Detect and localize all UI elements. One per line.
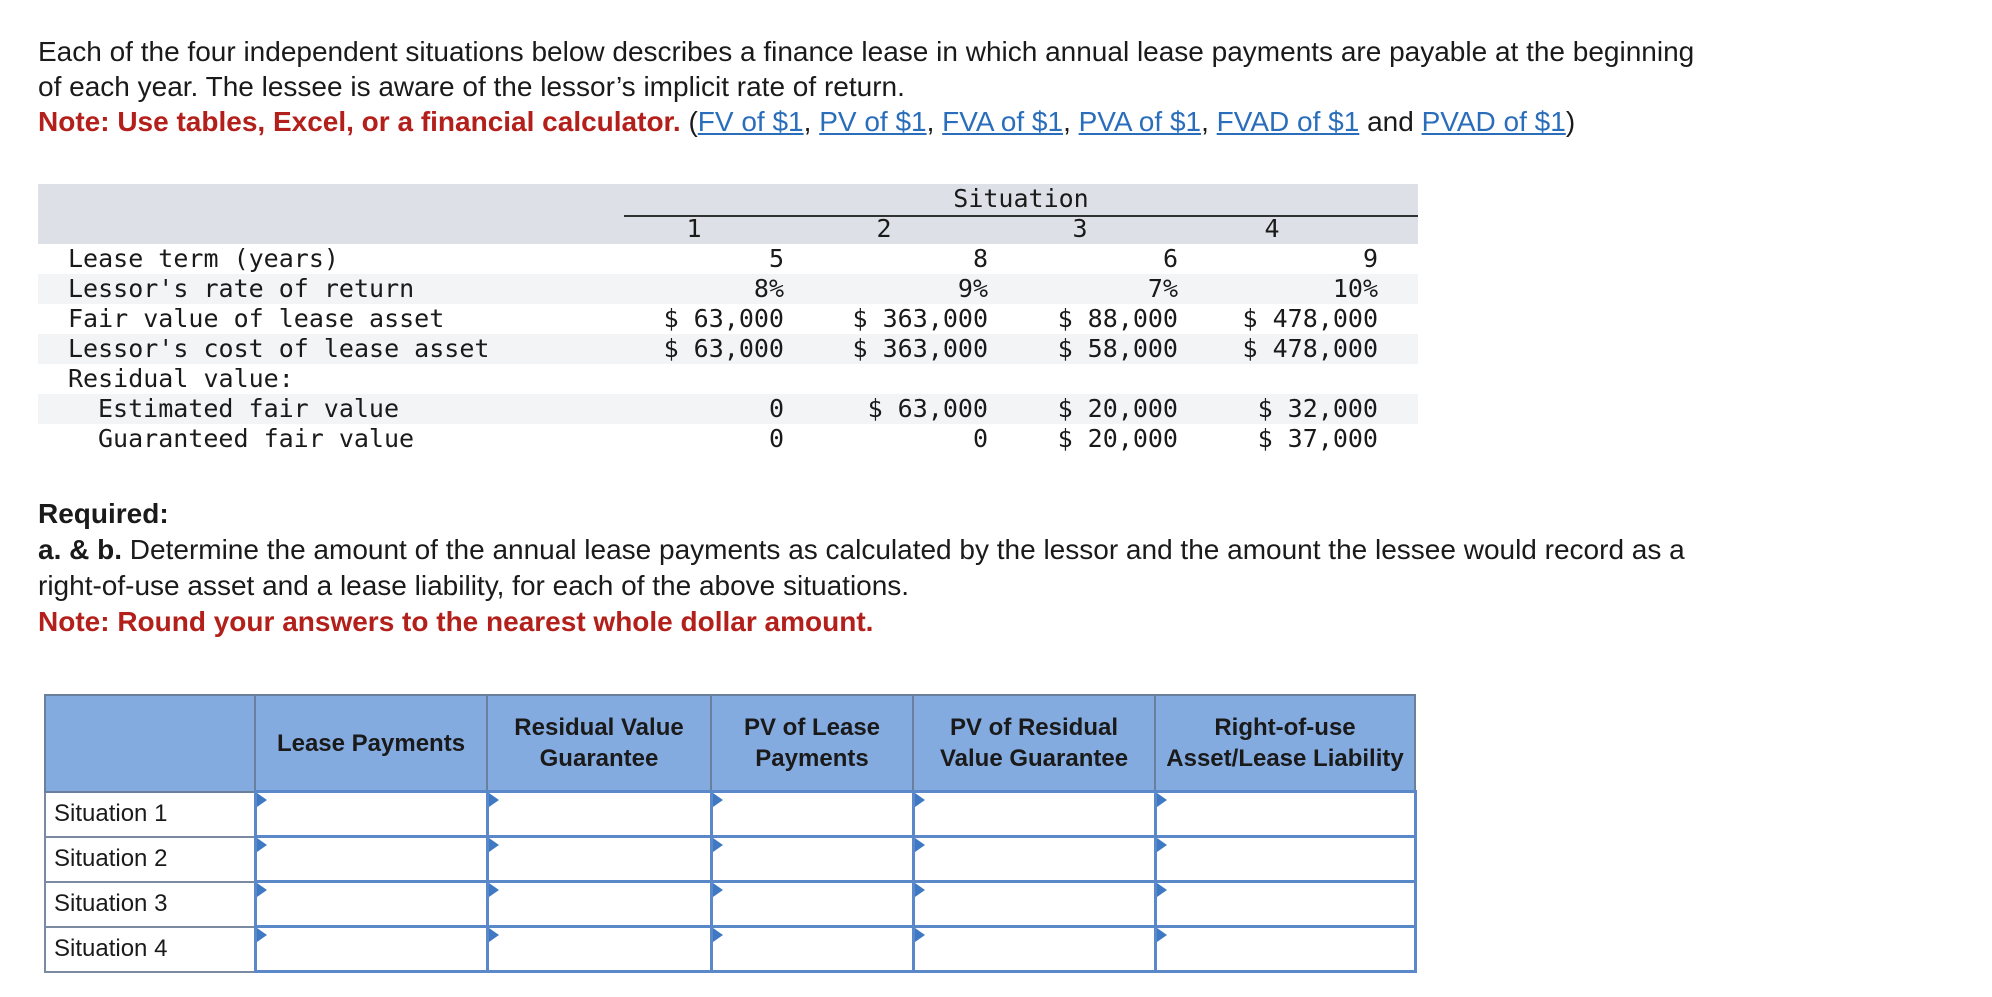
situation-2-header: 2 — [876, 214, 892, 243]
cell-value: 10% — [1332, 274, 1378, 303]
row-label-lease-term: Lease term (years) — [68, 244, 339, 273]
lease-payments-input[interactable] — [257, 839, 486, 879]
pv-residual-guarantee-header: PV of Residual Value Guarantee — [913, 695, 1155, 792]
input-marker-icon — [489, 838, 499, 852]
and-text: and — [1359, 106, 1422, 137]
answer-table — [44, 694, 1417, 973]
input-marker-icon — [915, 883, 925, 897]
required-section — [38, 496, 1958, 640]
residual-guarantee-cell[interactable] — [487, 792, 711, 837]
row-label-residual: Residual value: — [68, 364, 294, 393]
input-marker-icon — [489, 928, 499, 942]
paren-open: ( — [688, 106, 698, 137]
input-marker-icon — [489, 883, 499, 897]
cell-value: 6 — [1162, 244, 1178, 273]
input-marker-icon — [713, 928, 723, 942]
input-marker-icon — [915, 928, 925, 942]
pv-lease-payments-input[interactable] — [713, 929, 912, 969]
rou-asset-input[interactable] — [1157, 929, 1414, 969]
table-row — [45, 792, 1415, 837]
comma-2: , — [926, 106, 943, 137]
lease-payments-cell[interactable] — [255, 792, 487, 837]
input-marker-icon — [1157, 838, 1167, 852]
row-label-cost: Lessor's cost of lease asset — [68, 334, 490, 363]
pv-link[interactable]: PV of $1 — [819, 106, 927, 137]
pv-lease-payments-input[interactable] — [713, 884, 912, 924]
residual-guarantee-input[interactable] — [489, 929, 710, 969]
cell-value: $ 20,000 — [1057, 424, 1178, 453]
lease-payments-input[interactable] — [257, 884, 486, 924]
residual-guarantee-cell[interactable] — [487, 927, 711, 972]
situation-4-header: 4 — [1264, 214, 1280, 243]
input-marker-icon — [713, 838, 723, 852]
pv-residual-input[interactable] — [915, 794, 1154, 834]
row-label-fair-value: Fair value of lease asset — [68, 304, 445, 333]
table-row — [45, 837, 1415, 882]
rou-asset-liability-header: Right-of-use Asset/Lease Liability — [1155, 695, 1415, 792]
pv-residual-input[interactable] — [915, 839, 1154, 879]
required-line-1 — [38, 532, 1958, 568]
pv-residual-cell[interactable] — [913, 837, 1155, 882]
situation-label: Situation 2 — [45, 837, 255, 882]
cell-value: 0 — [768, 424, 784, 453]
lease-payments-input[interactable] — [257, 794, 486, 834]
row-label-guaranteed: Guaranteed fair value — [98, 424, 415, 453]
cell-value: 7% — [1147, 274, 1178, 303]
situation-3-header: 3 — [1072, 214, 1088, 243]
cell-value: $ 58,000 — [1057, 334, 1178, 363]
required-heading: Required: — [38, 498, 169, 529]
rou-asset-cell[interactable] — [1155, 882, 1415, 927]
row-label-rate: Lessor's rate of return — [68, 274, 415, 303]
pv-lease-payments-cell[interactable] — [711, 792, 913, 837]
pv-residual-cell[interactable] — [913, 882, 1155, 927]
pv-residual-cell[interactable] — [913, 927, 1155, 972]
situations-data-table — [38, 184, 1418, 464]
pvad-link[interactable]: PVAD of $1 — [1421, 106, 1566, 137]
input-marker-icon — [1157, 883, 1167, 897]
rounding-note: Note: Round your answers to the nearest whole dollar amount. — [38, 606, 874, 637]
table-row — [45, 927, 1415, 972]
input-marker-icon — [1157, 793, 1167, 807]
tables-note: Note: Use tables, Excel, or a financial calculator. — [38, 106, 681, 137]
pv-lease-payments-input[interactable] — [713, 839, 912, 879]
cell-value: $ 478,000 — [1242, 334, 1378, 363]
pv-lease-payments-cell[interactable] — [711, 837, 913, 882]
pv-residual-input[interactable] — [915, 929, 1154, 969]
residual-guarantee-cell[interactable] — [487, 837, 711, 882]
pva-link[interactable]: PVA of $1 — [1078, 106, 1202, 137]
situation-1-header: 1 — [686, 214, 702, 243]
cell-value: $ 363,000 — [852, 304, 988, 333]
cell-value: $ 32,000 — [1257, 394, 1378, 423]
situation-label: Situation 1 — [45, 792, 255, 837]
input-marker-icon — [489, 793, 499, 807]
situation-header: Situation — [953, 184, 1089, 213]
intro-line-1: Each of the four independent situations below describes a finance lease in which annual lease payments are payable at the beginning — [38, 36, 1695, 67]
rou-asset-input[interactable] — [1157, 839, 1414, 879]
fva-link[interactable]: FVA of $1 — [942, 106, 1064, 137]
input-marker-icon — [713, 793, 723, 807]
input-marker-icon — [257, 838, 267, 852]
residual-guarantee-input[interactable] — [489, 884, 710, 924]
situation-label: Situation 4 — [45, 927, 255, 972]
required-text: Determine the amount of the annual lease payments as calculated by the lessor and the amount the lessee would record as a — [122, 534, 1685, 565]
rou-asset-cell[interactable] — [1155, 792, 1415, 837]
row-label-estimated: Estimated fair value — [98, 394, 400, 423]
corner-header — [45, 695, 255, 792]
residual-value-guarantee-header: Residual Value Guarantee — [487, 695, 711, 792]
fvad-link[interactable]: FVAD of $1 — [1216, 106, 1360, 137]
comma-1: , — [803, 106, 820, 137]
cell-value: 0 — [972, 424, 988, 453]
comma-3: , — [1063, 106, 1079, 137]
residual-guarantee-cell[interactable] — [487, 882, 711, 927]
cell-value: $ 363,000 — [852, 334, 988, 363]
cell-value: $ 20,000 — [1057, 394, 1178, 423]
cell-value: $ 63,000 — [663, 304, 784, 333]
cell-value: $ 37,000 — [1257, 424, 1378, 453]
input-marker-icon — [257, 883, 267, 897]
lease-payments-input[interactable] — [257, 929, 486, 969]
pv-residual-cell[interactable] — [913, 792, 1155, 837]
cell-value: $ 88,000 — [1057, 304, 1178, 333]
cell-value: 8% — [753, 274, 784, 303]
lease-payments-cell[interactable] — [255, 882, 487, 927]
input-marker-icon — [915, 838, 925, 852]
rou-asset-input[interactable] — [1157, 884, 1414, 924]
pv-lease-payments-header: PV of Lease Payments — [711, 695, 913, 792]
fv-link[interactable]: FV of $1 — [697, 106, 804, 137]
required-line-2: right-of-use asset and a lease liability, for each of the above situations. — [38, 570, 910, 601]
cell-value: $ 63,000 — [663, 334, 784, 363]
pv-residual-input[interactable] — [915, 884, 1154, 924]
comma-4: , — [1201, 106, 1217, 137]
residual-guarantee-input[interactable] — [489, 839, 710, 879]
lease-payments-header: Lease Payments — [255, 695, 487, 792]
input-marker-icon — [257, 928, 267, 942]
situation-label: Situation 3 — [45, 882, 255, 927]
input-marker-icon — [1157, 928, 1167, 942]
cell-value: $ 478,000 — [1242, 304, 1378, 333]
paren-close: ) — [1565, 106, 1576, 137]
residual-guarantee-input[interactable] — [489, 794, 710, 834]
table-row — [45, 882, 1415, 927]
rou-asset-input[interactable] — [1157, 794, 1414, 834]
lease-payments-cell[interactable] — [255, 837, 487, 882]
intro-line-2: of each year. The lessee is aware of the lessor’s implicit rate of return. — [38, 71, 905, 102]
cell-value: 8 — [972, 244, 988, 273]
lease-payments-cell[interactable] — [255, 927, 487, 972]
input-marker-icon — [257, 793, 267, 807]
rou-asset-cell[interactable] — [1155, 837, 1415, 882]
instructions — [38, 34, 1958, 139]
cell-value: 5 — [768, 244, 784, 273]
pv-lease-payments-cell[interactable] — [711, 882, 913, 927]
input-marker-icon — [713, 883, 723, 897]
cell-value: 9% — [957, 274, 988, 303]
part-label: a. & b. — [38, 534, 123, 565]
pv-lease-payments-input[interactable] — [713, 794, 912, 834]
cell-value: 0 — [768, 394, 784, 423]
pv-lease-payments-cell[interactable] — [711, 927, 913, 972]
intro-note-line — [38, 104, 1958, 139]
cell-value: 9 — [1362, 244, 1378, 273]
cell-value: $ 63,000 — [867, 394, 988, 423]
rou-asset-cell[interactable] — [1155, 927, 1415, 972]
input-marker-icon — [915, 793, 925, 807]
